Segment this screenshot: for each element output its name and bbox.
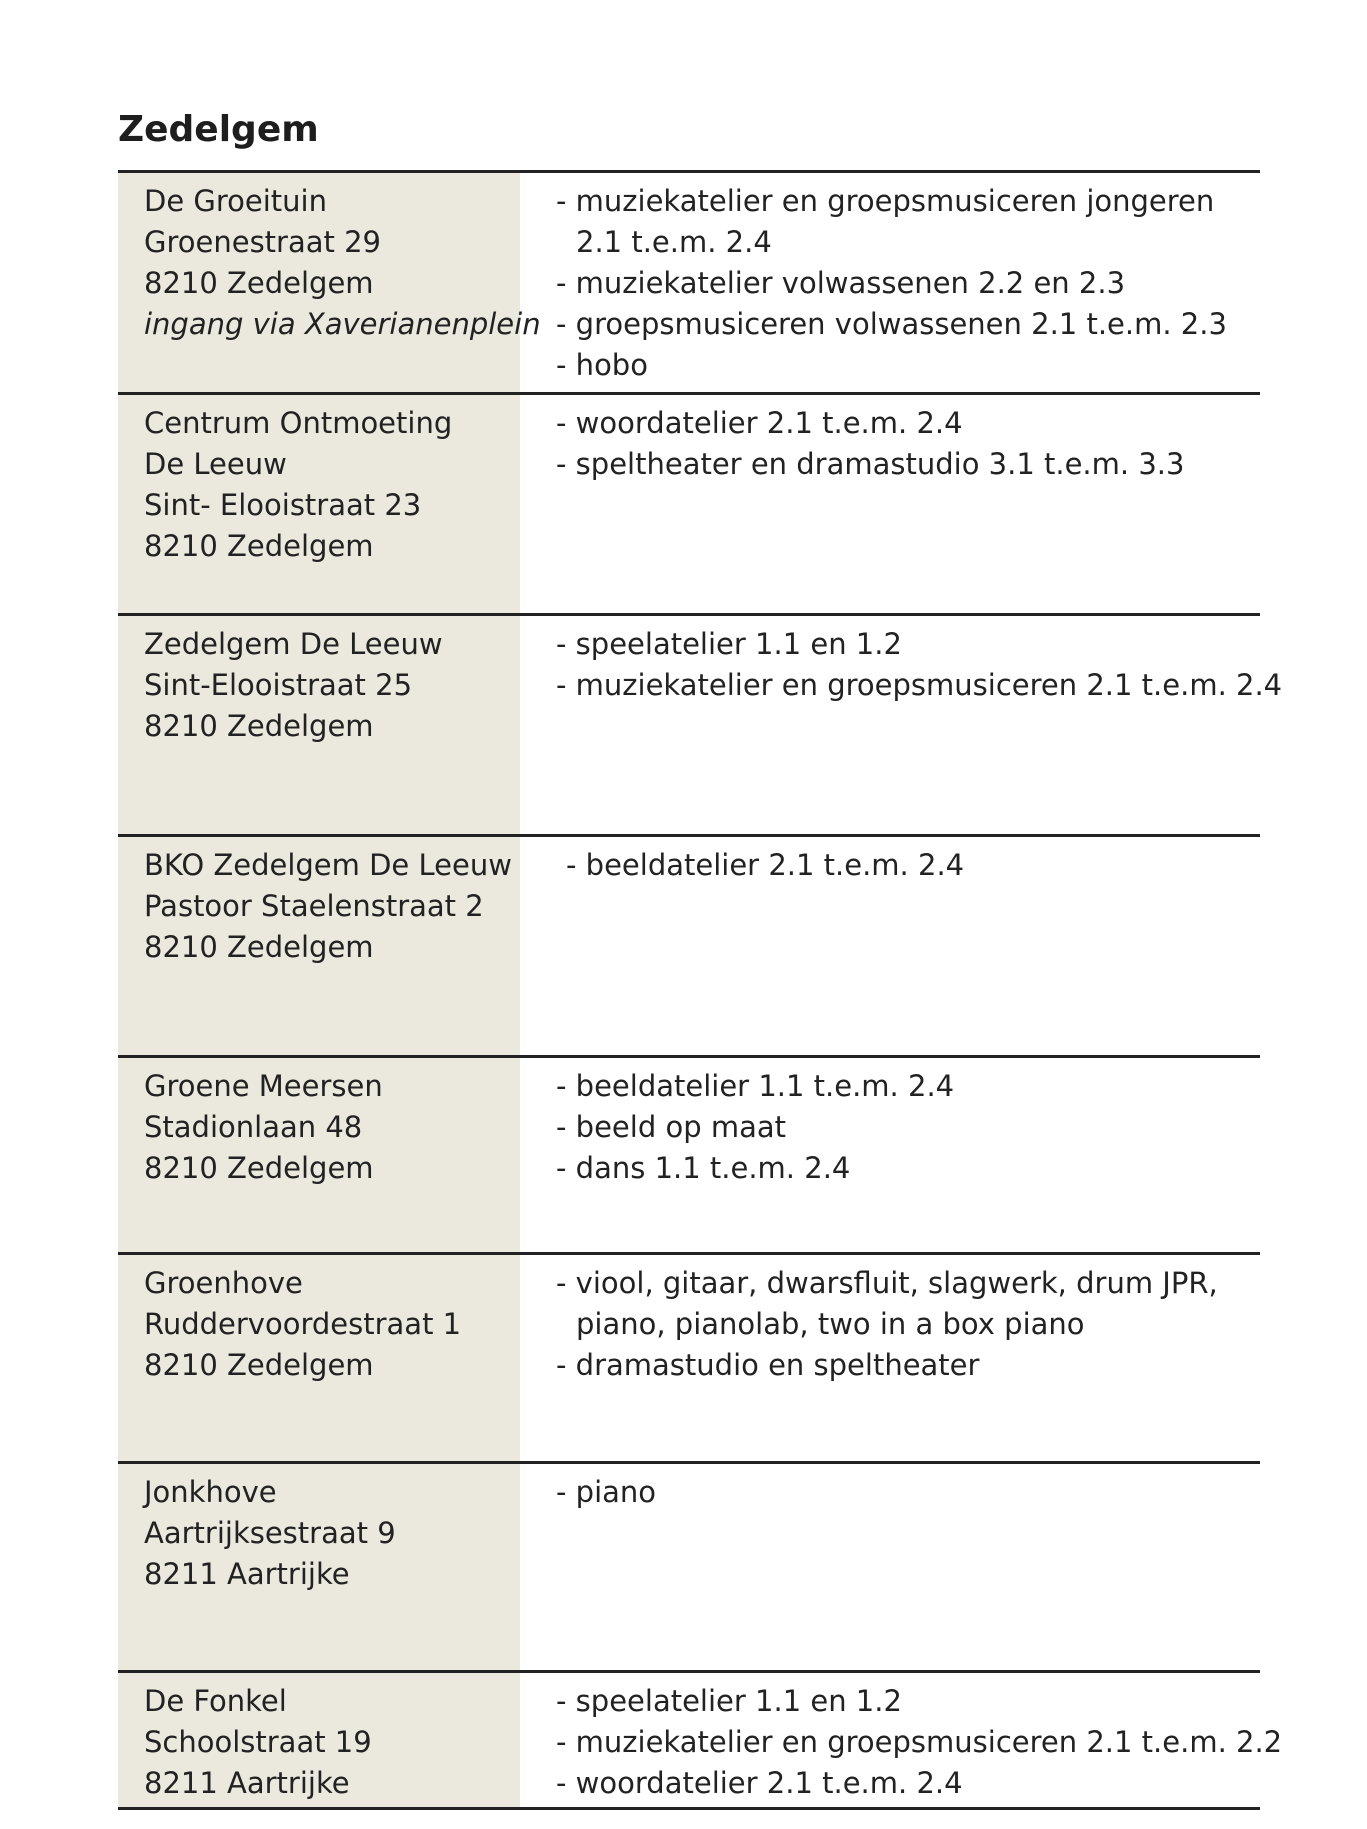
location-cell xyxy=(118,837,520,1055)
location-city: 8210 Zedelgem xyxy=(144,529,374,563)
table-row xyxy=(118,834,1260,1055)
location-street: Aartrijksestraat 9 xyxy=(144,1516,396,1550)
location-street: Ruddervoordestraat 1 xyxy=(144,1307,462,1341)
activity-item: - piano xyxy=(556,1475,657,1509)
location-name: Groene Meersen xyxy=(144,1069,383,1103)
location-street: Stadionlaan 48 xyxy=(144,1110,363,1144)
location-note: ingang via Xaverianenplein xyxy=(144,307,541,341)
location-name: De Fonkel xyxy=(144,1684,287,1718)
activity-item: - beeldatelier 2.1 t.e.m. 2.4 xyxy=(566,848,965,882)
location-city: 8210 Zedelgem xyxy=(144,1348,374,1382)
location-cell xyxy=(118,1255,520,1461)
location-city: 8210 Zedelgem xyxy=(144,709,374,743)
location-city: 8210 Zedelgem xyxy=(144,1151,374,1185)
location-name: Zedelgem De Leeuw xyxy=(144,627,443,661)
location-street: Schoolstraat 19 xyxy=(144,1725,372,1759)
page-title: Zedelgem xyxy=(118,109,319,150)
activities-cell xyxy=(520,1255,1260,1461)
activities-cell xyxy=(520,1058,1260,1252)
location-cell xyxy=(118,1673,520,1807)
activity-item: - speelatelier 1.1 en 1.2 xyxy=(556,627,902,661)
location-city: 8211 Aartrijke xyxy=(144,1557,350,1591)
table-row xyxy=(118,392,1260,613)
activity-item: - beeld op maat xyxy=(556,1110,786,1144)
activities-cell xyxy=(520,1464,1260,1670)
activity-item: - dans 1.1 t.e.m. 2.4 xyxy=(556,1151,851,1185)
location-cell xyxy=(118,395,520,613)
activity-item: - speelatelier 1.1 en 1.2 xyxy=(556,1684,902,1718)
venue-table xyxy=(118,170,1283,1810)
location-cell xyxy=(118,173,541,392)
location-name: De Leeuw xyxy=(144,447,287,481)
table-row xyxy=(118,1461,1260,1670)
activity-item: - woordatelier 2.1 t.e.m. 2.4 xyxy=(556,1766,963,1800)
location-street: Pastoor Staelenstraat 2 xyxy=(144,889,484,923)
table-row xyxy=(118,1055,1260,1252)
activities-cell xyxy=(520,173,1260,392)
activity-item: - viool, gitaar, dwarsfluit, slagwerk, drum JPR, xyxy=(556,1266,1218,1300)
table-row xyxy=(118,1670,1283,1810)
location-cell xyxy=(118,1464,520,1670)
activity-item: - muziekatelier volwassenen 2.2 en 2.3 xyxy=(556,266,1126,300)
location-city: 8210 Zedelgem xyxy=(144,266,374,300)
activity-item: - muziekatelier en groepsmusiceren jongeren xyxy=(556,184,1215,218)
location-name: Groenhove xyxy=(144,1266,303,1300)
location-city: 8210 Zedelgem xyxy=(144,930,374,964)
activity-item: - muziekatelier en groepsmusiceren 2.1 t.e.m. 2.4 xyxy=(556,668,1283,702)
location-cell xyxy=(118,1058,520,1252)
table-row xyxy=(118,613,1283,834)
activity-item: - dramastudio en speltheater xyxy=(556,1348,980,1382)
location-city: 8211 Aartrijke xyxy=(144,1766,350,1800)
activity-item: 2.1 t.e.m. 2.4 xyxy=(576,225,772,259)
activity-item: - beeldatelier 1.1 t.e.m. 2.4 xyxy=(556,1069,955,1103)
activities-cell xyxy=(520,1673,1283,1807)
location-street: Groenestraat 29 xyxy=(144,225,381,259)
activities-cell xyxy=(520,616,1283,834)
location-name: Jonkhove xyxy=(144,1475,277,1509)
location-cell xyxy=(118,616,520,834)
location-name: Centrum Ontmoeting xyxy=(144,406,453,440)
table-row xyxy=(118,1252,1260,1461)
location-name: BKO Zedelgem De Leeuw xyxy=(144,848,512,882)
table-row xyxy=(118,170,1260,392)
activity-item: piano, pianolab, two in a box piano xyxy=(576,1307,1085,1341)
activity-item: - speltheater en dramastudio 3.1 t.e.m. 3.3 xyxy=(556,447,1185,481)
activity-item: - groepsmusiceren volwassenen 2.1 t.e.m. 2.3 xyxy=(556,307,1227,341)
activities-cell xyxy=(520,837,1260,1055)
location-name: De Groeituin xyxy=(144,184,327,218)
activity-item: - muziekatelier en groepsmusiceren 2.1 t.e.m. 2.2 xyxy=(556,1725,1283,1759)
activity-item: - hobo xyxy=(556,348,648,382)
activity-item: - woordatelier 2.1 t.e.m. 2.4 xyxy=(556,406,963,440)
location-street: Sint- Elooistraat 23 xyxy=(144,488,422,522)
location-street: Sint-Elooistraat 25 xyxy=(144,668,413,702)
activities-cell xyxy=(520,395,1260,613)
